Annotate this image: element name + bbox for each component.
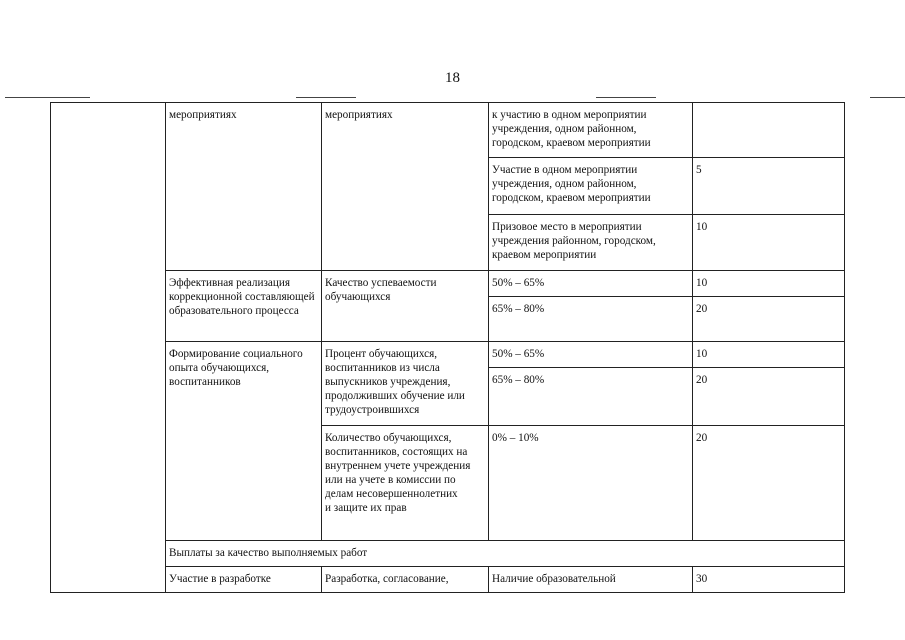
condition-cell: 0% – 10% — [489, 426, 693, 541]
indicator-cell: Процент обучающихся, воспитанников из числа выпускников учреждения, продолживших обучение или трудоустроившихся — [322, 342, 489, 426]
condition-cell: Участие в одном мероприятии учреждения, одном районном, городском, краевом мероприятии — [489, 158, 693, 215]
condition-cell: 50% – 65% — [489, 342, 693, 368]
indicator-cell: мероприятиях — [322, 103, 489, 271]
score-cell: 20 — [693, 368, 845, 426]
condition-cell: Наличие образовательной — [489, 567, 693, 593]
score-cell: 10 — [693, 342, 845, 368]
scan-artifact-line — [596, 97, 656, 98]
table-row — [51, 103, 845, 158]
condition-cell: 65% – 80% — [489, 297, 693, 342]
score-cell — [693, 103, 845, 158]
table-row — [51, 541, 845, 567]
indicator-cell: Разработка, согласование, — [322, 567, 489, 593]
page-number: 18 — [445, 70, 460, 86]
score-cell: 5 — [693, 158, 845, 215]
scan-artifact-line — [870, 97, 905, 98]
criterion-cell: Эффективная реализация коррекционной составляющей образовательного процесса — [166, 271, 322, 342]
score-cell: 20 — [693, 426, 845, 541]
empty-first-column-cell — [51, 103, 166, 593]
condition-cell: к участию в одном мероприятии учреждения, одном районном, городском, краевом мероприятии — [489, 103, 693, 158]
criteria-table — [50, 102, 845, 593]
criterion-cell: Формирование социального опыта обучающихся, воспитанников — [166, 342, 322, 541]
indicator-cell: Качество успеваемости обучающихся — [322, 271, 489, 342]
score-cell: 30 — [693, 567, 845, 593]
scan-artifact-line — [296, 97, 356, 98]
condition-cell: Призовое место в мероприятии учреждения районном, городском, краевом мероприятии — [489, 215, 693, 271]
criterion-cell: Участие в разработке — [166, 567, 322, 593]
score-cell: 10 — [693, 271, 845, 297]
condition-cell: 65% – 80% — [489, 368, 693, 426]
score-cell: 20 — [693, 297, 845, 342]
condition-cell: 50% – 65% — [489, 271, 693, 297]
criterion-cell: мероприятиях — [166, 103, 322, 271]
section-heading-cell: Выплаты за качество выполняемых работ — [166, 541, 845, 567]
table-row — [51, 271, 845, 297]
scan-artifact-line — [5, 97, 90, 98]
indicator-cell: Количество обучающихся, воспитанников, состоящих на внутреннем учете учреждения или на учете в комиссии по делам несовершеннолетних и защите их прав — [322, 426, 489, 541]
table-row — [51, 567, 845, 593]
score-cell: 10 — [693, 215, 845, 271]
table-row — [51, 342, 845, 368]
